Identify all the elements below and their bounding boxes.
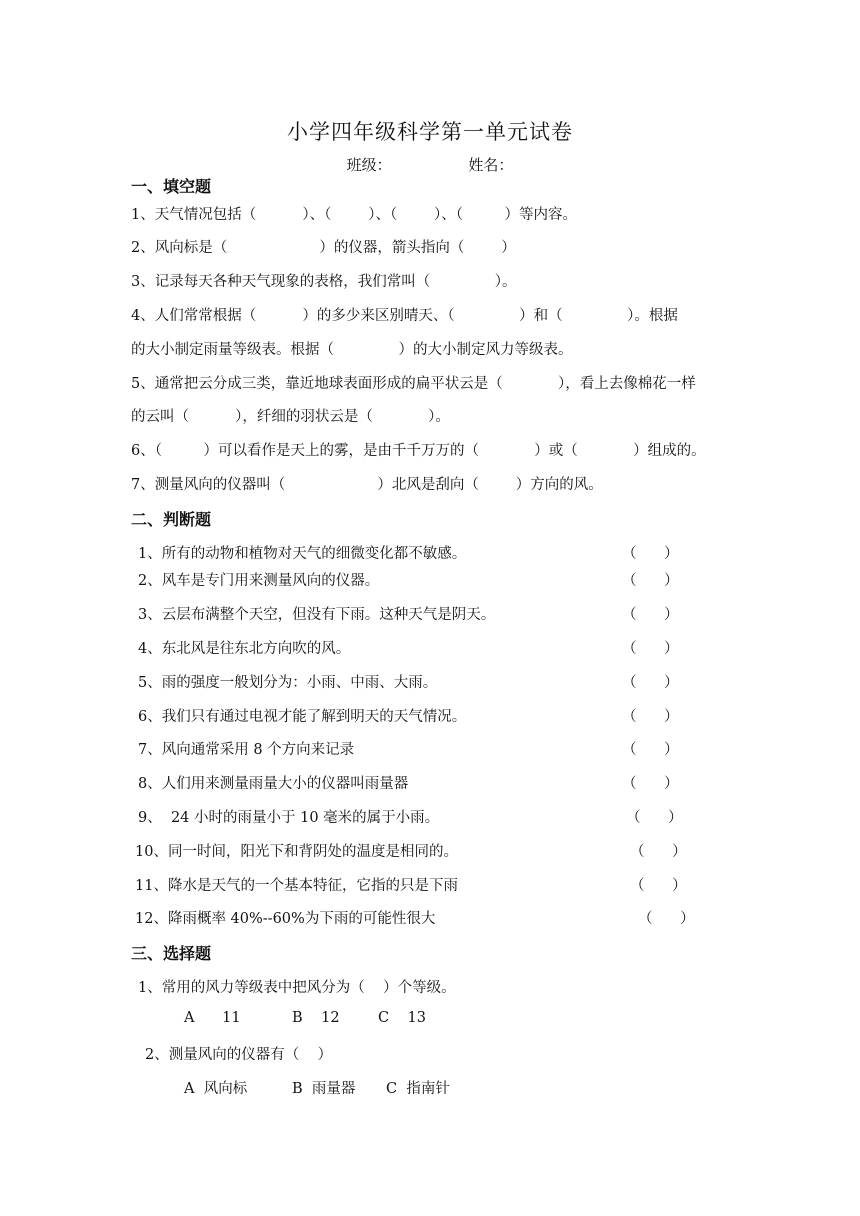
true-false-item: 2、风车是专门用来测量风向的仪器。 [138, 573, 380, 589]
choice-question: 2、测量风向的仪器有（ ） [145, 1047, 333, 1063]
class-label: 班级： [346, 156, 392, 174]
answer-paren: （ ） [622, 641, 679, 657]
answer-paren: （ ） [626, 810, 683, 826]
fill-blank-line: 1、天气情况包括（ ）、（ ）、（ ）、（ ）等内容。 [131, 207, 578, 223]
true-false-item: 9、 24 小时的雨量小于 10 毫米的属于小雨。 [138, 810, 440, 826]
fill-blank-line: 6、（ ）可以看作是天上的雾，是由千千万万的（ ）或（ ）组成的。 [131, 443, 706, 459]
true-false-item: 6、我们只有通过电视才能了解到明天的天气情况。 [138, 709, 467, 725]
answer-paren: （ ） [638, 911, 695, 927]
fill-blank-line: 5、通常把云分成三类，靠近地球表面形成的扁平状云是（ ），看上去像棉花一样 [131, 376, 696, 392]
choice-option: B 雨量器 [292, 1081, 356, 1097]
choice-option: C 指南针 [386, 1081, 450, 1097]
true-false-item: 11、降水是天气的一个基本特征，它指的只是下雨 [135, 878, 458, 894]
answer-paren: （ ） [622, 709, 679, 725]
fill-blank-line: 4、人们常常根据（ ）的多少来区别晴天、（ ）和（ ）。根据 [131, 308, 678, 324]
section-heading-multiple-choice: 三、选择题 [131, 944, 212, 963]
choice-option: B 12 [292, 1010, 340, 1026]
true-false-item: 8、人们用来测量雨量大小的仪器叫雨量器 [138, 776, 409, 792]
true-false-item: 7、风向通常采用 8 个方向来记录 [138, 742, 355, 758]
answer-paren: （ ） [622, 776, 679, 792]
exam-title: 小学四年级科学第一单元试卷 [287, 120, 573, 144]
fill-blank-line: 2、风向标是（ ）的仪器，箭头指向（ ） [131, 240, 516, 256]
answer-paren: （ ） [622, 573, 679, 589]
student-info [0, 154, 860, 175]
choice-option: C 13 [378, 1010, 426, 1026]
choice-option: A 风向标 [184, 1081, 248, 1097]
section-heading-fill-blank: 一、填空题 [131, 177, 212, 196]
true-false-item: 10、同一时间，阳光下和背阴处的温度是相同的。 [135, 844, 458, 860]
answer-paren: （ ） [622, 675, 679, 691]
true-false-item: 3、云层布满整个天空，但没有下雨。这种天气是阴天。 [138, 607, 496, 623]
fill-blank-line: 的大小制定雨量等级表。根据（ ）的大小制定风力等级表。 [131, 342, 573, 358]
name-label: 姓名： [468, 156, 514, 174]
answer-paren: （ ） [622, 546, 679, 562]
section-heading-true-false: 二、判断题 [131, 510, 212, 529]
true-false-item: 5、雨的强度一般划分为：小雨、中雨、大雨。 [138, 675, 438, 691]
true-false-item: 1、所有的动物和植物对天气的细微变化都不敏感。 [138, 546, 467, 562]
choice-option: A 11 [184, 1010, 241, 1026]
fill-blank-line: 的云叫（ ），纤细的羽状云是（ ）。 [131, 409, 450, 425]
answer-paren: （ ） [630, 844, 687, 860]
fill-blank-line: 7、测量风向的仪器叫（ ）北风是刮向（ ）方向的风。 [131, 477, 603, 493]
fill-blank-line: 3、记录每天各种天气现象的表格，我们常叫（ ）。 [131, 274, 517, 290]
answer-paren: （ ） [622, 607, 679, 623]
true-false-item: 12、降雨概率 40%--60%为下雨的可能性很大 [135, 911, 436, 927]
answer-paren: （ ） [630, 878, 687, 894]
choice-question: 1、常用的风力等级表中把风分为（ ）个等级。 [138, 980, 456, 996]
answer-paren: （ ） [622, 742, 679, 758]
true-false-item: 4、东北风是往东北方向吹的风。 [138, 641, 351, 657]
